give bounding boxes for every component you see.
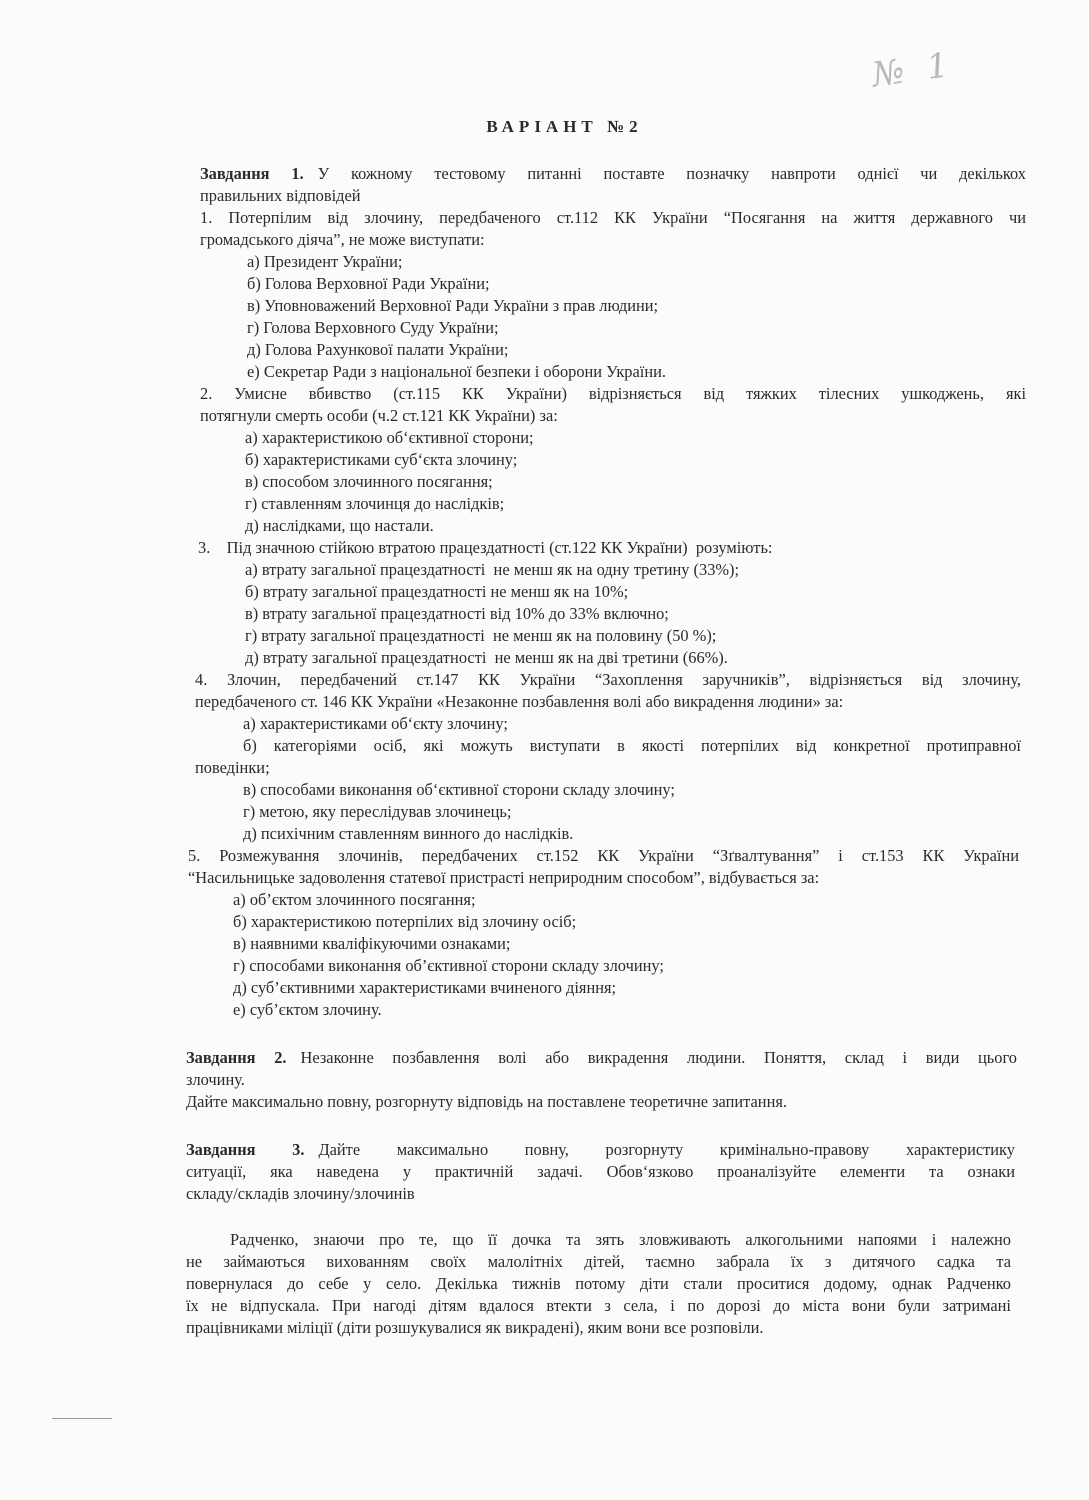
q2-option-b: б) характеристиками суб‘єкта злочину;	[245, 450, 518, 469]
q3-option-c: в) втрату загальної працездатності від 10% до 33% включно;	[245, 604, 669, 623]
task1-intro-line-1	[200, 163, 1026, 185]
task1-intro-line-2: правильних відповідей	[200, 186, 361, 205]
task3-line-2: ситуації, яка наведена у практичній задачі. Обов‘язково проаналізуйте елементи та ознаки	[186, 1162, 1015, 1181]
task3-heading: Завдання 3.	[186, 1140, 305, 1159]
q3-line-1: 3. Під значною стійкою втратою працездатності (ст.122 КК України) розуміють:	[198, 538, 773, 557]
q5-option-a: а) об’єктом злочинного посягання;	[233, 890, 476, 909]
q2-option-d: г) ставленням злочинця до наслідків;	[245, 494, 505, 513]
q4-option-d: г) метою, яку переслідував злочинець;	[243, 802, 512, 821]
q1-option-e: д) Голова Рахункової палати України;	[247, 340, 509, 359]
q2-option-c: в) способом злочинного посягання;	[245, 472, 493, 491]
q5-line-1: 5. Розмежування злочинів, передбачених ст.152 КК України “Зґвалтування” і ст.153 КК України	[188, 846, 1019, 865]
q5-option-d: г) способами виконання об’єктивної сторони складу злочину;	[233, 956, 664, 975]
q5-option-b: б) характеристикою потерпілих від злочину осіб;	[233, 912, 577, 931]
q1-option-f: е) Секретар Ради з національної безпеки і оборони України.	[247, 362, 666, 381]
case-line-1: Радченко, знаючи про те, що її дочка та зять зловживають алкогольними напоями і належно	[230, 1230, 1011, 1249]
q4-line-1: 4. Злочин, передбачений ст.147 КК України “Захоплення заручників”, відрізняється від злочину,	[195, 670, 1021, 689]
task1-intro: У кожному тестовому питанні поставте позначку навпроти однієї чи декількох	[317, 164, 1026, 183]
q4-option-c: в) способами виконання об‘єктивної сторони складу злочину;	[243, 780, 675, 799]
q3-option-a: а) втрату загальної працездатності не менш як на одну третину (33%);	[245, 560, 740, 579]
variant-title: ВАРІАНТ №2	[486, 117, 643, 136]
q2-option-a: а) характеристикою об‘єктивної сторони;	[245, 428, 534, 447]
q1-option-b: б) Голова Верховної Ради України;	[247, 274, 490, 293]
q1-option-d: г) Голова Верховного Суду України;	[247, 318, 499, 337]
case-line-3: повернулася до себе у село. Декілька тижнів потому діти стали проситися додому, однак Радченко	[186, 1274, 1011, 1293]
q2-option-e: д) наслідками, що настали.	[245, 516, 434, 535]
q5-option-c: в) наявними кваліфікуючими ознаками;	[233, 934, 511, 953]
q5-line-2: “Насильницьке задоволення статевої пристрасті неприродним способом”, відбувається за:	[188, 868, 820, 887]
q1-line-1: 1. Потерпілим від злочину, передбаченого ст.112 КК України “Посягання на життя державного чи	[200, 208, 1026, 227]
q4-line-2: передбаченого ст. 146 КК України «Незаконне позбавлення волі або викрадення людини» за:	[195, 692, 844, 711]
q1-option-c: в) Уповноважений Верховної Ради України з прав людини;	[247, 296, 659, 315]
task2-line-3: Дайте максимально повну, розгорнуту відповідь на поставлене теоретичне запитання.	[186, 1092, 787, 1111]
task3-line-1	[186, 1139, 1015, 1161]
task1-heading: Завдання 1.	[200, 164, 304, 183]
task2-line-2: злочину.	[186, 1070, 245, 1089]
case-line-5: працівниками міліції (діти розшукувалися як викрадені), яким вони все розповіли.	[186, 1318, 764, 1337]
q4-option-b: б) категоріями осіб, які можуть виступати в якості потерпілих від конкретної протиправної	[243, 736, 1021, 755]
q3-option-b: б) втрату загальної працездатності не менш як на 10%;	[245, 582, 629, 601]
case-line-4: їх не відпускала. При нагоді дітям вдалося втекти з села, і по дорозі до міста вони були затримані	[186, 1296, 1011, 1315]
q5-option-e: д) суб’єктивними характеристиками вчиненого діяння;	[233, 978, 617, 997]
q4-option-e: д) психічним ставленням винного до наслідків.	[243, 824, 574, 843]
task3-text: Дайте максимально повну, розгорнуту кримінально-правову характеристику	[318, 1140, 1015, 1159]
case-line-2: не займаються вихованням своїх малолітніх дітей, таємно забрала їх з дитячого садка та	[186, 1252, 1011, 1271]
task3-line-3: складу/складів злочину/злочинів	[186, 1184, 415, 1203]
task2-heading: Завдання 2.	[186, 1048, 287, 1067]
q4-option-a: а) характеристиками об‘єкту злочину;	[243, 714, 508, 733]
q1-line-2: громадського діяча”, не може виступати:	[200, 230, 485, 249]
q2-line-1: 2. Умисне вбивство (ст.115 КК України) відрізняється від тяжких тілесних ушкоджень, які	[200, 384, 1026, 403]
q3-option-d: г) втрату загальної працездатності не менш як на половину (50 %);	[245, 626, 717, 645]
q1-option-a: а) Президент України;	[247, 252, 403, 271]
handwritten-page-mark: № 1	[869, 44, 958, 96]
task2-line-1	[186, 1047, 1017, 1069]
task2-text: Незаконне позбавлення волі або викрадення людини. Поняття, склад і види цього	[300, 1048, 1017, 1067]
q2-line-2: потягнули смерть особи (ч.2 ст.121 КК України) за:	[200, 406, 558, 425]
q3-option-e: д) втрату загальної працездатності не менш як на дві третини (66%).	[245, 648, 728, 667]
scan-edge-mark	[52, 1418, 112, 1419]
q5-option-f: е) суб’єктом злочину.	[233, 1000, 382, 1019]
q4-option-b-cont: поведінки;	[195, 758, 270, 777]
